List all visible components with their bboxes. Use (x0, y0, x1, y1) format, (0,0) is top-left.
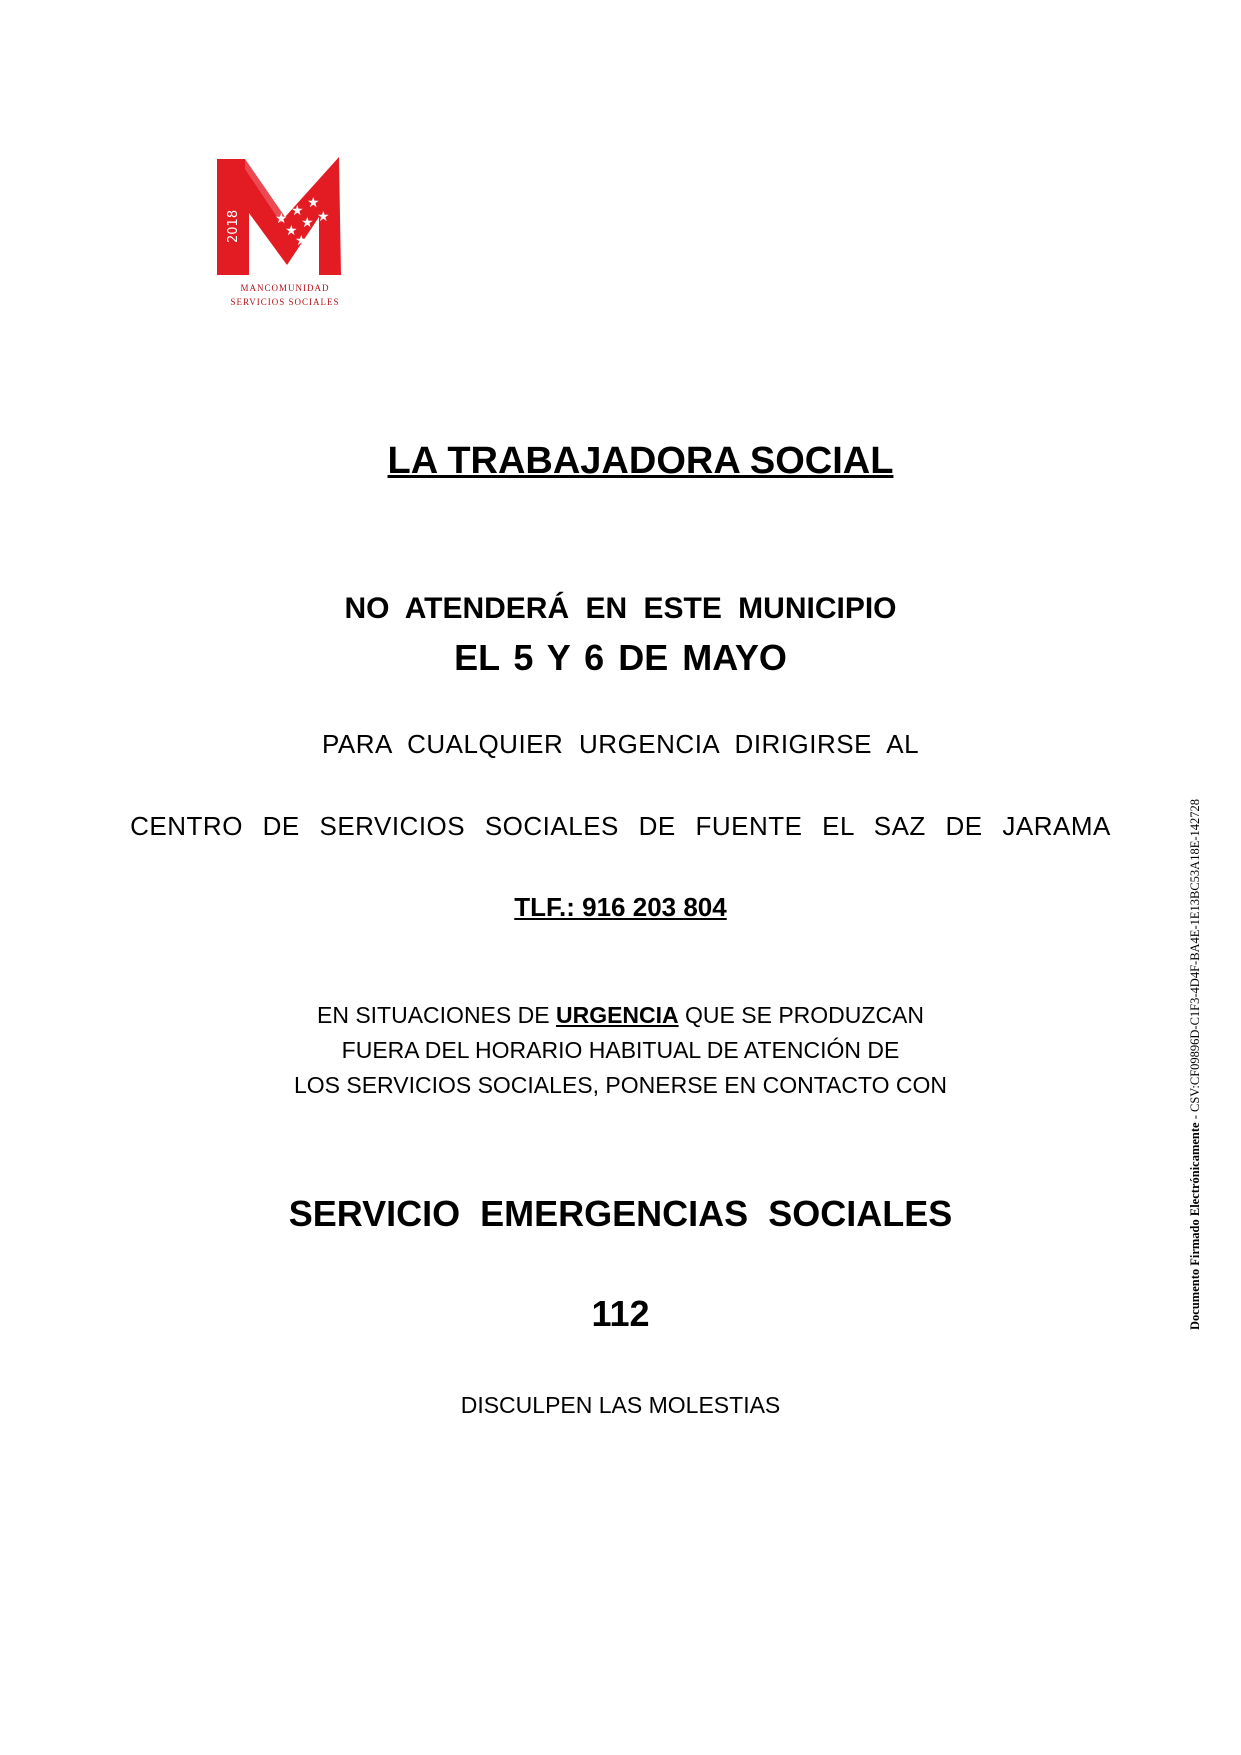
svg-text:★: ★ (291, 203, 304, 219)
urgencia-emphasis: URGENCIA (555, 1002, 679, 1028)
stamp-label: Documento Firmado Electrónicamente (1188, 1122, 1202, 1330)
contacto-line: LOS SERVICIOS SOCIALES, PONERSE EN CONTACTO CON (293, 1072, 948, 1098)
situaciones-line (0, 1002, 1241, 1029)
svg-text:★: ★ (285, 223, 298, 239)
telefono-centro: TLF.: 916 203 804 (514, 892, 727, 922)
stamp-csv: - CSV:CF09896D-C1F3-4D4F-BA4E-1E13BC53A18E-142728 (1188, 799, 1202, 1123)
mancomunidad-logo (215, 155, 355, 315)
logo-year: 2018 (226, 209, 241, 243)
svg-text:★: ★ (275, 211, 288, 227)
situaciones-suffix: QUE SE PRODUZCAN (678, 1002, 925, 1028)
fuera-horario-line: FUERA DEL HORARIO HABITUAL DE ATENCIÓN DE (341, 1037, 900, 1063)
centro-servicios-sociales: CENTRO DE SERVICIOS SOCIALES DE FUENTE EL SAZ DE JARAMA (130, 811, 1111, 841)
no-atendera-text: NO ATENDERÁ EN ESTE MUNICIPIO (344, 592, 897, 625)
servicio-emergencias: SERVICIO EMERGENCIAS SOCIALES (288, 1193, 953, 1234)
fecha-text: EL 5 Y 6 DE MAYO (454, 637, 787, 678)
page-title: LA TRABAJADORA SOCIAL (387, 440, 894, 482)
logo-caption-line2: SERVICIOS SOCIALES (230, 297, 340, 307)
electronic-signature-stamp (1188, 799, 1203, 1330)
m-logo-mark (215, 155, 355, 283)
svg-text:★: ★ (317, 209, 330, 225)
svg-text:★: ★ (295, 233, 308, 249)
logo-caption-line1: MANCOMUNIDAD (240, 283, 330, 293)
svg-text:★: ★ (307, 195, 320, 211)
situaciones-prefix: EN SITUACIONES DE (316, 1002, 556, 1028)
emergency-number: 112 (591, 1293, 650, 1334)
svg-text:★: ★ (301, 215, 314, 231)
urgencia-instruction: PARA CUALQUIER URGENCIA DIRIGIRSE AL (321, 729, 920, 759)
disculpen-text: DISCULPEN LAS MOLESTIAS (460, 1392, 781, 1418)
